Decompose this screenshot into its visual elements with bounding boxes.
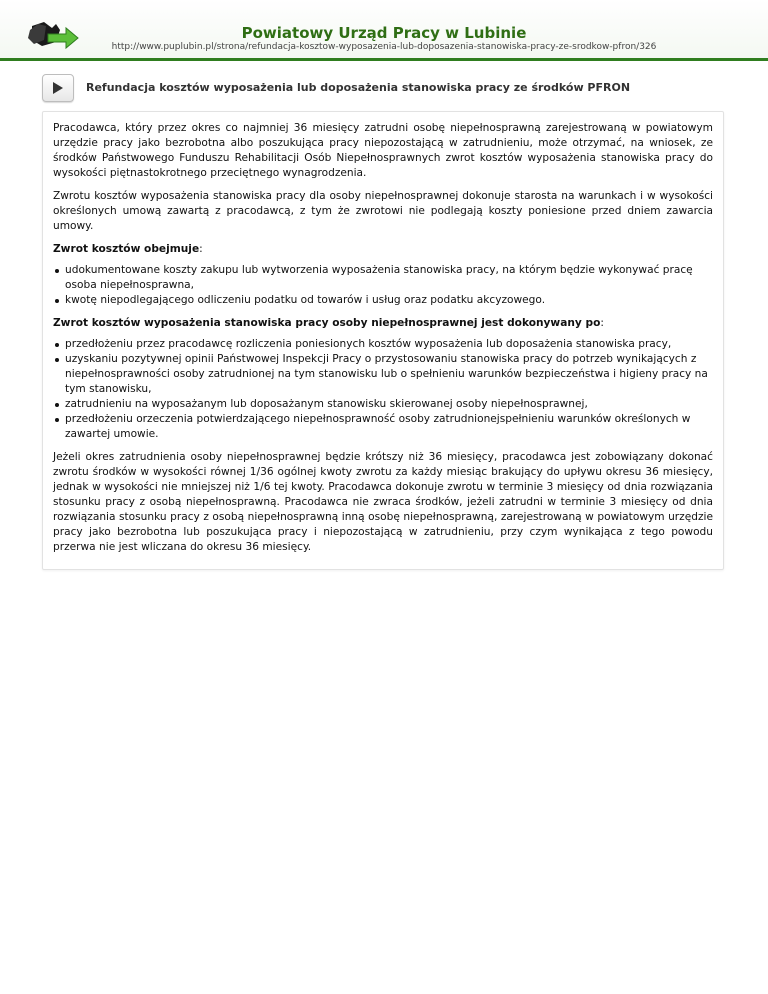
- list-item: uzyskaniu pozytywnej opinii Państwowej Inspekcji Pracy o przystosowaniu stanowiska pracy do potrzeb wynikających z niepełnosprawności osoby zatrudnionej na tym stanowisku lub o spełnieniu warunków bezpieczeństwa i higieny pracy na tym stanowisku,: [65, 352, 713, 397]
- site-title: Powiatowy Urząd Pracy w Lubinie: [241, 24, 527, 42]
- refund-scope-list: [53, 263, 713, 308]
- refund-conditions-list: [53, 337, 713, 442]
- list-item: udokumentowane koszty zakupu lub wytworzenia wyposażenia stanowiska pracy, na którym będzie wykonywać pracę osoba niepełnosprawna,: [65, 263, 713, 293]
- page-url: http://www.puplubin.pl/strona/refundacja-kosztow-wyposazenia-lub-doposazenia-stanowiska-pracy-ze-srodkow-pfron/326: [111, 42, 657, 52]
- section-colon: :: [600, 317, 604, 329]
- arrow-right-icon[interactable]: [42, 74, 74, 102]
- section-colon: :: [199, 243, 203, 255]
- section-title: Zwrot kosztów obejmuje: [53, 243, 200, 255]
- repayment-paragraph: Jeżeli okres zatrudnienia osoby niepełnosprawnej będzie krótszy niż 36 miesięcy, pracodawca jest zobowiązany dokonać zwrotu środków w wysokości równej 1/36 ogólnej kwoty zwrotu za każdy miesiąc brakujący do upływu okresu 36 miesięcy, jednak w wysokości nie mniejszej niż 1/6 tej kwoty. Pracodawca dokonuje zwrotu w terminie 3 miesięcy od dnia rozwiązania stosunku pracy z osobą niepełnosprawną. Pracodawca nie zwraca środków, jeżeli zatrudni w terminie 3 miesięcy od dnia rozwiązania stosunku pracy z osobą niepełnosprawną inną osobę niepełnosprawną, zarejestrowaną w powiatowym urzędzie pracy jako bezrobotna lub poszukująca pracy i niepozostającą w zatrudnieniu, przy czym wynikająca z tego powodu przerwa nie jest wliczana do okresu 36 miesięcy.: [53, 451, 713, 553]
- section-heading: [53, 316, 713, 331]
- list-item: przedłożeniu orzeczenia potwierdzającego niepełnosprawność osoby zatrudnionejspełnieniu warunków określonych w zawartej umowie.: [65, 412, 713, 442]
- site-header: [0, 0, 768, 61]
- intro-paragraph: Pracodawca, który przez okres co najmniej 36 miesięcy zatrudni osobę niepełnosprawną zarejestrowaną w powiatowym urzędzie pracy jako bezrobotna albo poszukująca pracy niepozostającą w zatrudnieniu, może otrzymać, na wniosek, ze środków Państwowego Funduszu Rehabilitacji Osób Niepełnosprawnych zwrot kosztów wyposażenia stanowiska pracy do wysokości piętnastokrotnego przeciętnego wynagrodzenia.: [53, 122, 713, 179]
- page-heading: [42, 74, 732, 104]
- section-heading: [53, 242, 713, 257]
- refund-terms-paragraph: Zwrotu kosztów wyposażenia stanowiska pracy dla osoby niepełnosprawnej dokonuje starosta na warunkach i w wysokości określonych umową zawartą z pracodawcą, z tym że zwrotowi nie podlegają koszty poniesione przed dniem zawarcia umowy.: [53, 190, 713, 232]
- article-content: [42, 111, 724, 570]
- section-title: Zwrot kosztów wyposażenia stanowiska pracy osoby niepełnosprawnej jest dokonywany po: [53, 317, 601, 329]
- list-item: zatrudnieniu na wyposażanym lub doposażanym stanowisku skierowanej osoby niepełnosprawnej,: [65, 397, 713, 412]
- page-title: Refundacja kosztów wyposażenia lub doposażenia stanowiska pracy ze środków PFRON: [86, 81, 631, 94]
- list-item: kwotę niepodlegającego odliczeniu podatku od towarów i usług oraz podatku akcyzowego.: [65, 293, 713, 308]
- list-item: przedłożeniu przez pracodawcę rozliczenia poniesionych kosztów wyposażenia lub doposażenia stanowiska pracy,: [65, 337, 713, 352]
